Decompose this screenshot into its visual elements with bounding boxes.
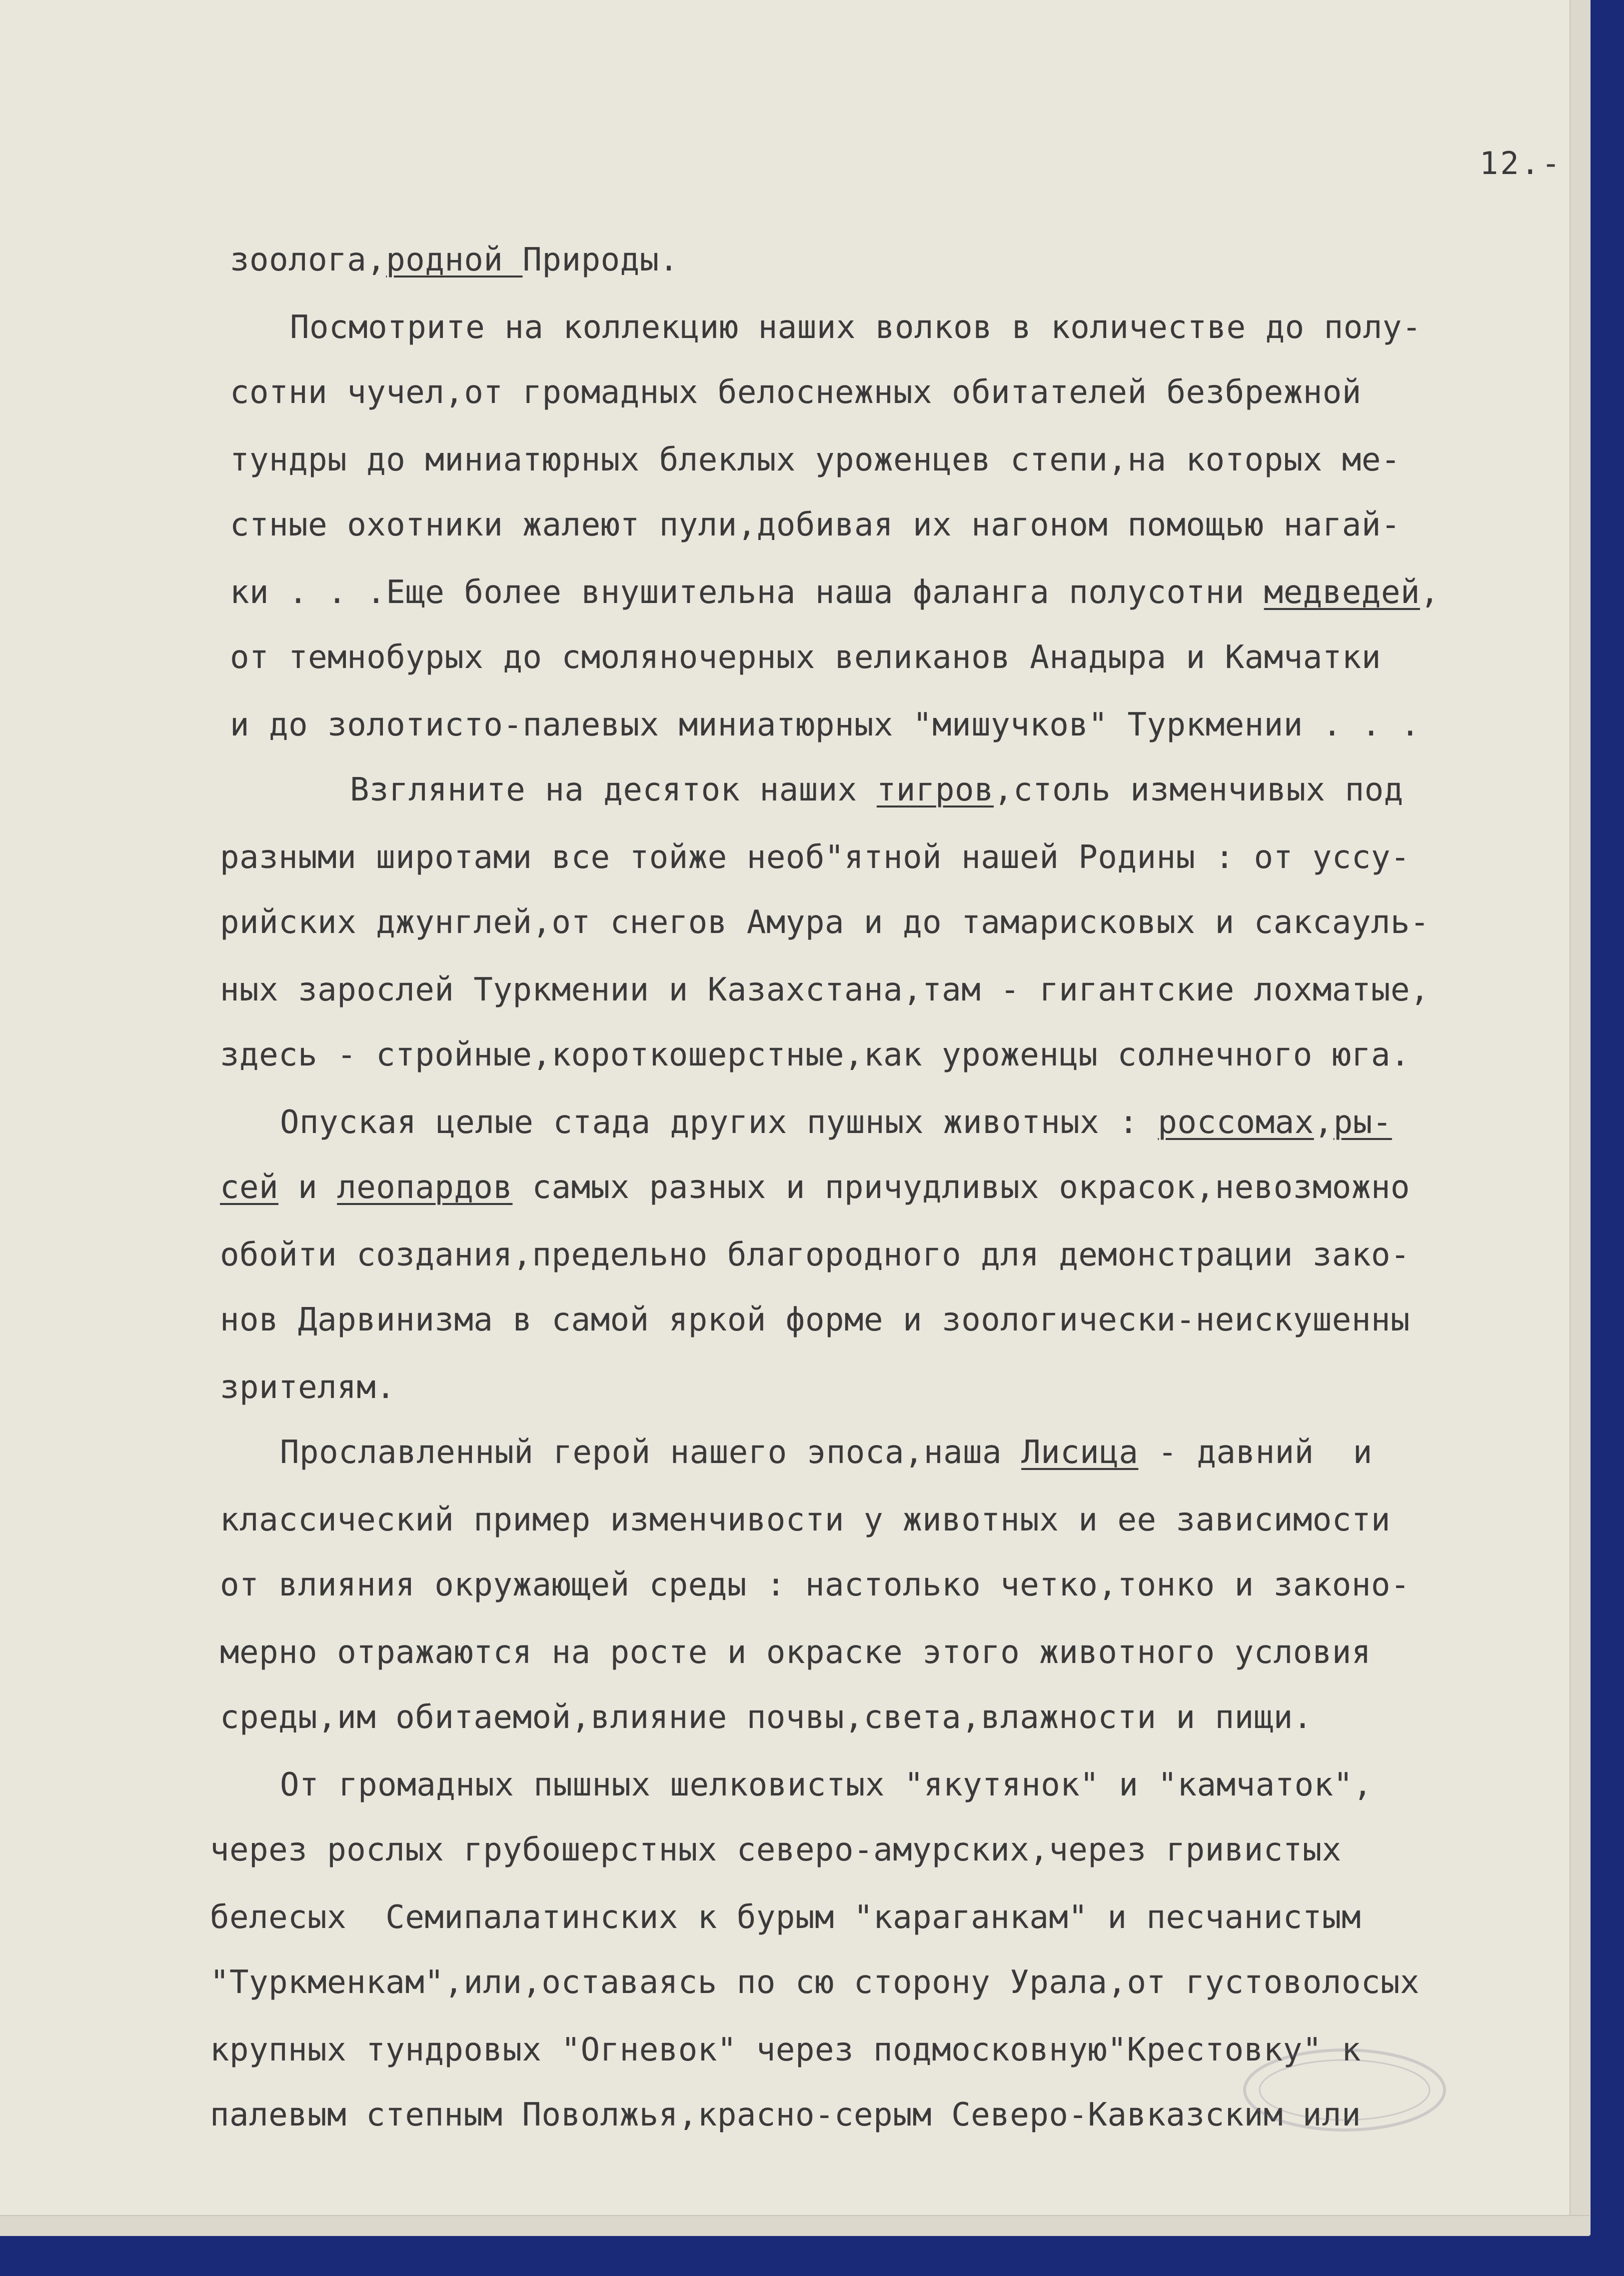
text-segment: тундры до миниатюрных блеклых уроженцев степи,на которых ме-	[230, 442, 1401, 478]
text-segment: классический пример изменчивости у животных и ее зависимости	[220, 1502, 1391, 1538]
text-segment: обойти создания,предельно благородного для демонстрации зако-	[220, 1236, 1410, 1274]
text-line	[220, 902, 1430, 942]
text-segment: ,	[1420, 574, 1440, 611]
text-segment: белесых Семипалатинских к бурым "караганкам" и песчанистым	[210, 1899, 1361, 1936]
text-segment: нов Дарвинизма в самой яркой форме и зоологически-неискушенны	[220, 1302, 1410, 1338]
text-segment: зоолога,	[230, 242, 386, 278]
page-edge-bottom	[0, 2215, 1590, 2236]
text-segment: и	[278, 1169, 337, 1206]
text-line	[210, 1830, 1342, 1870]
text-segment: рийских джунглей,от снегов Амура и до тамарисковых и саксауль-	[220, 904, 1430, 941]
text-line	[220, 1300, 1410, 1340]
text-segment: и до золотисто-палевых миниатюрных "мишучков" Туркмении . . .	[230, 706, 1420, 744]
text-segment: зрителям.	[220, 1369, 396, 1406]
text-line	[230, 572, 1440, 612]
underlined-word: сей	[220, 1169, 279, 1206]
underlined-word: родной	[386, 242, 523, 278]
underlined-word: медведей	[1264, 574, 1420, 611]
text-line	[210, 1962, 1420, 2002]
text-line	[230, 705, 1420, 745]
text-segment: среды,им обитаемой,влияние почвы,света,влажности и пищи.	[220, 1699, 1313, 1736]
text-segment: - давний и	[1138, 1434, 1373, 1471]
text-segment: разными широтами все тойже необ"ятной нашей Родины : от уссу-	[220, 839, 1410, 876]
text-line	[280, 1765, 1373, 1805]
text-line	[220, 1565, 1410, 1605]
text-segment: Взгляните на десяток наших	[350, 772, 877, 808]
text-segment: сотни чучел,от громадных белоснежных обитателей безбрежной	[230, 374, 1362, 411]
text-segment: ки . . .Еще более внушительна наша фаланга полусотни	[230, 574, 1264, 611]
text-segment: ,	[1314, 1104, 1334, 1141]
text-line	[290, 308, 1422, 348]
text-line	[210, 1898, 1361, 1938]
text-segment: Опуская целые стада других пушных животных :	[280, 1104, 1158, 1141]
text-segment: Прославленный герой нашего эпоса,наша	[280, 1434, 1022, 1471]
text-segment: От громадных пышных шелковистых "якутянок" и "камчаток",	[280, 1766, 1373, 1804]
underlined-word: россомах	[1158, 1104, 1314, 1141]
underlined-word: тигров	[876, 772, 994, 808]
text-line	[220, 1500, 1391, 1540]
text-segment: через рослых грубошерстных северо-амурских,через гривистых	[210, 1832, 1342, 1868]
text-segment: ,столь изменчивых под	[994, 772, 1404, 808]
text-line	[280, 1102, 1392, 1142]
text-line	[220, 970, 1430, 1010]
faint-stamp	[1240, 2045, 1450, 2135]
text-line	[210, 2095, 1361, 2135]
page-edge-right	[1570, 0, 1591, 2235]
text-segment: "Туркменкам",или,оставаясь по сю сторону Урала,от густоволосых	[210, 1964, 1420, 2001]
text-line	[350, 770, 1404, 810]
text-segment: крупных тундровых "Огневок" через подмосковную"Крестовку" к	[210, 2032, 1361, 2068]
text-line	[230, 240, 679, 280]
text-line	[230, 505, 1401, 545]
text-segment: стные охотники жалеют пули,добивая их нагоном помощью нагай-	[230, 506, 1401, 544]
text-line	[220, 1168, 1410, 1208]
text-line	[220, 1368, 395, 1408]
text-line	[220, 1632, 1371, 1672]
text-segment: палевым степным Поволжья,красно-серым Северо-Кавказским или	[210, 2096, 1361, 2134]
underlined-word: леопардов	[337, 1169, 513, 1206]
text-line	[230, 638, 1381, 678]
text-line	[220, 1035, 1410, 1075]
text-line	[280, 1432, 1373, 1472]
text-segment: самых разных и причудливых окрасок,невозможно	[512, 1169, 1410, 1206]
text-segment: мерно отражаются на росте и окраске этого животного условия	[220, 1634, 1371, 1671]
page-number: 12.-	[1480, 145, 1563, 182]
text-segment: Природы.	[522, 242, 679, 278]
text-line	[220, 1235, 1410, 1275]
text-line	[230, 372, 1362, 412]
underlined-word: Лисица	[1021, 1434, 1139, 1471]
text-line	[210, 2030, 1361, 2070]
text-segment: Посмотрите на коллекцию наших волков в количестве до полу-	[290, 309, 1422, 346]
text-segment: от темнобурых до смоляночерных великанов Анадыра и Камчатки	[230, 639, 1381, 676]
text-line	[220, 1698, 1313, 1738]
underlined-word: ры-	[1333, 1104, 1392, 1141]
text-segment: ных зарослей Туркмении и Казахстана,там - гигантские лохматые,	[220, 972, 1430, 1008]
text-line	[230, 440, 1401, 480]
text-line	[220, 838, 1410, 878]
text-segment: от влияния окружающей среды : настолько четко,тонко и законо-	[220, 1566, 1410, 1604]
text-segment: здесь - стройные,короткошерстные,как уроженцы солнечного юга.	[220, 1036, 1410, 1074]
